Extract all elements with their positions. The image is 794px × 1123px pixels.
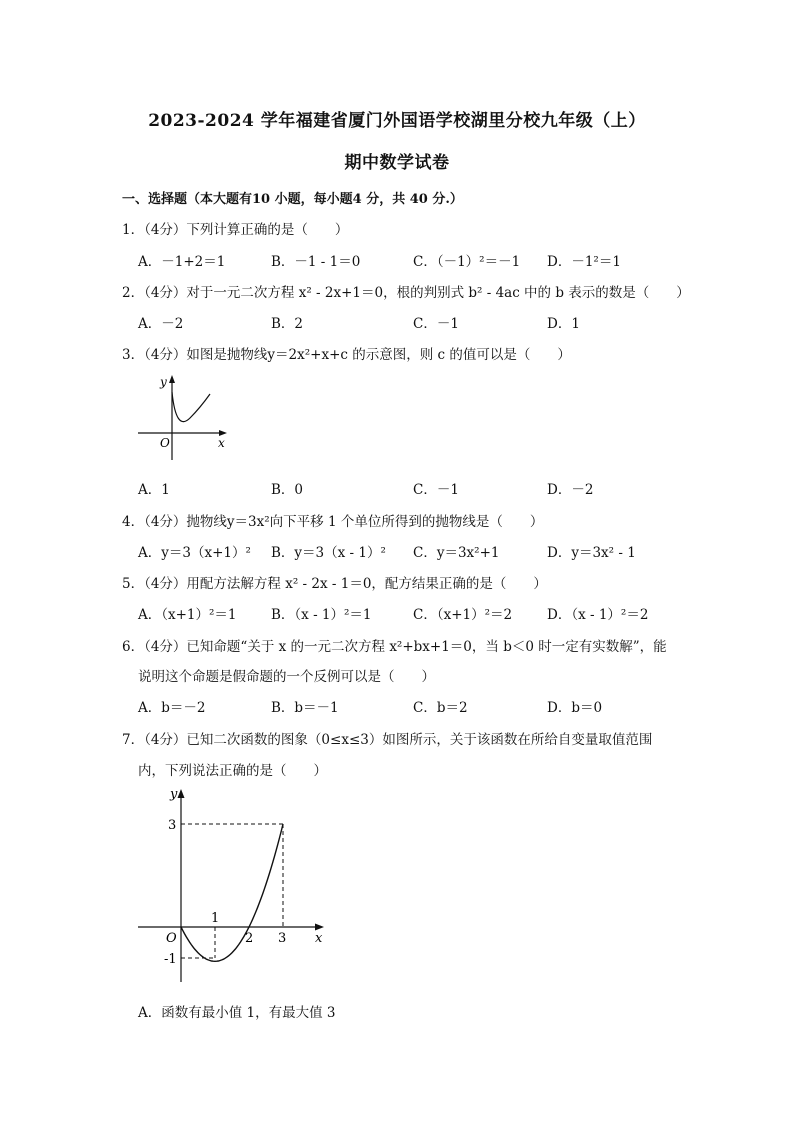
question-1-stem: 1．（4分）下列计算正确的是（ ） — [122, 222, 349, 238]
q7-parabola-curve — [181, 824, 283, 961]
question-4-option-d: D．y＝3x² - 1 — [547, 545, 636, 561]
question-7-stem-line1: 7．（4分）已知二次函数的图象（0≤x≤3）如图所示，关于该函数在所给自变量取值范围 — [122, 732, 653, 748]
question-1-option-b: B．－1 - 1＝0 — [271, 254, 361, 270]
question-6-option-c: C．b＝2 — [413, 700, 468, 716]
q7-origin-label: O — [166, 931, 177, 946]
question-6-option-d: D．b＝0 — [547, 700, 603, 716]
q7-x-arrow — [315, 924, 324, 931]
q7-y-tick-neg1: -1 — [164, 952, 177, 967]
q3-parabola-curve — [172, 392, 210, 422]
question-3-parabola-figure — [130, 372, 240, 464]
section-heading: 一、选择题（本大题有10 小题，每小题4 分，共 40 分.） — [122, 192, 463, 207]
question-1-option-a: A．－1+2＝1 — [138, 254, 226, 270]
question-6-option-a: A．b＝－2 — [138, 700, 206, 716]
question-7-function-figure — [130, 782, 340, 987]
question-4-stem: 4．（4分）抛物线y＝3x²向下平移 1 个单位所得到的抛物线是（ ） — [122, 514, 544, 530]
question-1-option-d: D．－1²＝1 — [547, 254, 621, 270]
exam-title-line1: 2023-2024 学年福建省厦门外国语学校湖里分校九年级（上） — [148, 111, 646, 131]
question-4-option-b: B．y＝3（x - 1）² — [271, 545, 386, 561]
question-5-option-c: C．（x+1）²＝2 — [413, 607, 513, 623]
question-7-stem-line2: 内，下列说法正确的是（ ） — [138, 763, 327, 779]
q7-x-label: x — [315, 931, 323, 946]
question-6-stem-line2: 说明这个命题是假命题的一个反例可以是（ ） — [138, 669, 435, 685]
q7-y-arrow — [178, 789, 185, 798]
exam-title-line2: 期中数学试卷 — [344, 153, 450, 173]
question-3-option-c: C．－1 — [413, 482, 459, 498]
question-4-option-c: C．y＝3x²+1 — [413, 545, 500, 561]
q7-y-label: y — [170, 787, 178, 802]
q3-x-label: x — [218, 436, 225, 450]
question-5-option-b: B．（x - 1）²＝1 — [271, 607, 372, 623]
q7-y-tick-3: 3 — [168, 818, 177, 833]
question-3-stem: 3．（4分）如图是抛物线y＝2x²+x+c 的示意图，则 c 的值可以是（ ） — [122, 347, 571, 363]
q7-x-tick-3: 3 — [278, 931, 287, 946]
question-3-option-b: B．0 — [271, 482, 304, 498]
question-5-stem: 5．（4分）用配方法解方程 x² - 2x - 1＝0，配方结果正确的是（ ） — [122, 576, 547, 592]
question-7-option-a: A．函数有最小值 1，有最大值 3 — [138, 1005, 336, 1021]
q3-origin-label: O — [160, 436, 170, 450]
question-6-stem-line1: 6．（4分）已知命题“关于 x 的一元二次方程 x²+bx+1＝0，当 b＜0 时一定有实数解”，能 — [122, 639, 667, 655]
question-5-option-d: D．（x - 1）²＝2 — [547, 607, 649, 623]
question-1-option-c: C．（－1）²＝－1 — [413, 254, 521, 270]
question-2-option-b: B．2 — [271, 316, 304, 332]
q7-x-tick-2: 2 — [245, 931, 254, 946]
q7-x-tick-1: 1 — [211, 911, 220, 926]
question-2-stem: 2．（4分）对于一元二次方程 x² - 2x+1＝0，根的判别式 b² - 4ac 中的 b 表示的数是（ ） — [122, 285, 690, 301]
question-6-option-b: B．b＝－1 — [271, 700, 339, 716]
question-3-option-d: D．－2 — [547, 482, 594, 498]
question-3-option-a: A．1 — [138, 482, 170, 498]
question-4-option-a: A．y＝3（x+1）² — [138, 545, 251, 561]
question-5-option-a: A．（x+1）²＝1 — [138, 607, 237, 623]
question-2-option-d: D．1 — [547, 316, 580, 332]
question-2-option-a: A．－2 — [138, 316, 184, 332]
q3-y-label: y — [160, 375, 167, 389]
q3-y-arrow — [169, 375, 175, 383]
question-2-option-c: C．－1 — [413, 316, 459, 332]
